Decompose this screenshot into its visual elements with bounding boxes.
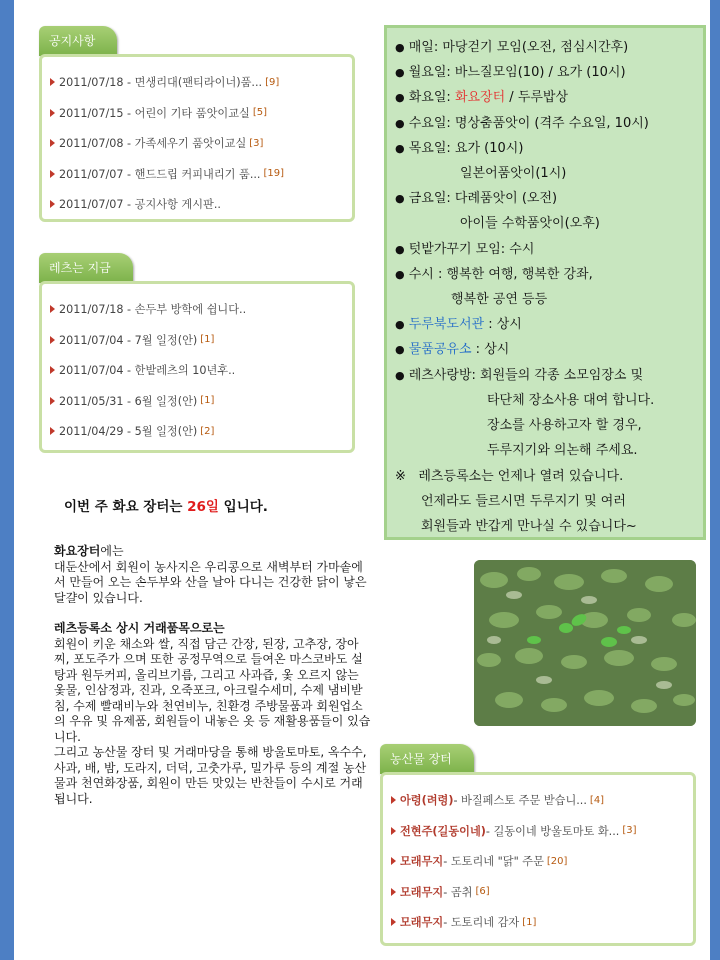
schedule-room-4: 두루지기와 의논해 주세요. — [487, 443, 638, 458]
list-item-link[interactable]: 2011/07/08 - 가족세우기 품앗이교실 — [59, 137, 247, 151]
list-item-link[interactable]: - 도토리네 감자 — [443, 916, 520, 930]
list-item[interactable] — [391, 816, 693, 847]
schedule-anytime — [395, 263, 593, 282]
schedule-text: 금요일: 다례품앗이 (오전) — [408, 191, 558, 206]
bullet-arrow-icon — [50, 366, 55, 374]
farm-market-list — [383, 775, 693, 938]
schedule-fri — [395, 187, 557, 206]
schedule-room — [395, 364, 643, 383]
bullet-dot-icon: ● — [395, 142, 405, 155]
lets-now-box — [39, 281, 355, 453]
list-item[interactable] — [50, 159, 352, 190]
lets-now-list — [42, 284, 352, 447]
list-item-link[interactable]: - 길동이네 방울토마토 화... — [485, 824, 620, 838]
lets-now-tab[interactable] — [39, 253, 133, 283]
comment-count: [2] — [200, 425, 215, 437]
schedule-thu — [395, 137, 523, 156]
schedule-text: 수요일: 명상춤품앗이 (격주 수요일, 10시) — [408, 116, 649, 131]
farm-market-tab-label: 농산물 장터 — [390, 752, 452, 766]
market-title-line — [54, 544, 372, 560]
bullet-arrow-icon — [50, 397, 55, 405]
headline-text: 이번 주 화요 장터는 — [64, 499, 188, 515]
bullet-dot-icon: ● — [395, 41, 405, 54]
market-paragraph: 대둔산에서 회원이 농사지은 우리콩으로 새벽부터 가마솥에서 만들어 오는 손두부와 산을 날아 다니는 건강한 닭이 낳은 달걀이 있습니다. — [54, 559, 367, 605]
bullet-dot-icon: ● — [395, 318, 405, 331]
schedule-room-2: 타단체 장소사용 대여 합니다. — [487, 393, 655, 408]
comment-count: [19] — [263, 168, 285, 180]
farm-market-panel — [380, 744, 696, 949]
post-author: 모래무지 — [400, 885, 444, 899]
notice-tab-label: 공지사항 — [49, 34, 96, 48]
lets-now-panel — [39, 253, 355, 458]
page-sheet — [14, 0, 710, 960]
schedule-tue — [395, 86, 568, 105]
list-item[interactable] — [50, 294, 352, 325]
schedule-text: 화요일: — [408, 90, 455, 105]
schedule-room-3: 장소를 사용하고자 할 경우, — [487, 418, 642, 433]
schedule-fri-2: 아이들 수학품앗이(오후) — [460, 216, 600, 231]
bullet-arrow-icon — [50, 78, 55, 86]
list-item[interactable] — [391, 785, 693, 816]
bullet-arrow-icon — [50, 336, 55, 344]
market-date: 26일 — [187, 499, 219, 515]
schedule-text: 월요일: 바느질모임(10) / 요가 (10시) — [408, 65, 626, 80]
list-item-link[interactable]: 2011/07/07 - 공지사항 게시판.. — [59, 198, 221, 212]
bullet-arrow-icon — [50, 305, 55, 313]
comment-count: [9] — [265, 76, 280, 88]
bullet-dot-icon: ● — [395, 66, 405, 79]
comment-count: [6] — [475, 886, 490, 898]
schedule-thu-2: 일본어품앗이(1시) — [460, 166, 567, 181]
market-date-headline — [64, 495, 268, 515]
list-item-link[interactable]: 2011/07/04 - 7월 일정(안) — [59, 333, 198, 347]
bullet-arrow-icon — [391, 827, 396, 835]
bullet-arrow-icon — [50, 200, 55, 208]
bullet-dot-icon: ● — [395, 369, 405, 382]
comment-count: [3] — [622, 825, 637, 837]
comment-count: [5] — [252, 107, 267, 119]
schedule-garden — [395, 238, 534, 257]
post-author: 아령(려령) — [400, 794, 454, 808]
list-item-link[interactable]: 2011/05/31 - 6월 일정(안) — [59, 394, 198, 408]
schedule-note-3: 회원들과 반갑게 만나실 수 있습니다~ — [421, 519, 637, 534]
market-title: 화요장터 — [54, 544, 101, 558]
schedule-text: 레츠등록소는 언제나 열려 있습니다. — [418, 469, 624, 484]
lets-items-title: 레츠등록소 상시 거래품목으로는 — [54, 621, 225, 635]
list-item-link[interactable]: - 바질페스토 주문 받습니... — [453, 794, 587, 808]
list-item[interactable] — [50, 128, 352, 159]
list-item-link[interactable]: 2011/07/18 - 면생리대(팬티라이너)품... — [59, 76, 263, 90]
comment-count: [1] — [522, 916, 537, 928]
bullet-dot-icon: ● — [395, 117, 405, 130]
comment-count: [4] — [589, 794, 605, 806]
notice-tab[interactable] — [39, 26, 117, 56]
market-title-suffix: 에는 — [100, 544, 124, 558]
notice-box — [39, 54, 355, 222]
list-item[interactable] — [50, 189, 352, 220]
lets-items-paragraph: 회원이 키운 채소와 쌀, 직접 담근 간장, 된장, 고추장, 장아찌, 포도주가 으며 또한 공정무역으로 들여온 마스코바도 설탕과 원두커피, 올리브기름, 그리고 사과즙, 옻 오르지 않는 옻물, 인삼정과, 진과, 오죽포크, 아크릴수세미, 수제 냄비받침, 수제 빨래비누와 천연비누, 친환경 주방물품과 회원업소의 우유 및 유제품, 회원들이 내놓은 옷 등 재활용품들이 있습니다. — [54, 636, 371, 744]
list-item-link[interactable]: 2011/07/18 - 손두부 방학에 쉽니다.. — [59, 303, 247, 317]
comment-count: [20] — [546, 855, 568, 867]
bullet-arrow-icon — [50, 139, 55, 147]
schedule-text: 텃밭가꾸기 모임: 수시 — [408, 242, 535, 257]
schedule-anytime-2: 행복한 공연 등등 — [451, 292, 548, 307]
library-link[interactable]: 두루북도서관 — [408, 317, 485, 332]
schedule-mon — [395, 61, 626, 80]
list-item[interactable] — [391, 846, 693, 877]
bullet-dot-icon: ● — [395, 343, 405, 356]
list-item-link[interactable]: - 도토리네 "닭" 주문 — [443, 855, 544, 869]
list-item-link[interactable]: 2011/07/07 - 핸드드립 커피내리기 품... — [59, 167, 261, 181]
list-item[interactable] — [50, 325, 352, 356]
notice-list — [42, 57, 352, 220]
schedule-text: : 상시 — [471, 342, 510, 357]
list-item[interactable] — [50, 355, 352, 386]
schedule-note — [395, 465, 623, 484]
schedule-library — [395, 313, 522, 332]
plant-photo — [474, 560, 696, 726]
list-item[interactable] — [50, 67, 352, 98]
schedule-wed — [395, 112, 649, 131]
bullet-arrow-icon — [391, 888, 396, 896]
headline-text: 입니다. — [218, 499, 268, 515]
list-item[interactable] — [50, 416, 352, 447]
post-author: 모래무지 — [400, 855, 444, 869]
schedule-text: 목요일: 요가 (10시) — [408, 141, 524, 156]
post-author: 모래무지 — [400, 916, 444, 930]
schedule-text: 수시 : 행복한 여행, 행복한 강좌, — [408, 267, 593, 282]
schedule-box — [384, 25, 706, 540]
list-item-link[interactable]: - 곰취 — [443, 885, 473, 899]
list-item-link[interactable]: 2011/07/04 - 한밭레츠의 10년후.. — [59, 364, 236, 378]
sharing-store-link[interactable]: 물품공유소 — [408, 342, 472, 357]
comment-count: [3] — [249, 137, 264, 149]
plant-leaves-image — [474, 560, 696, 726]
bullet-arrow-icon — [50, 170, 55, 178]
comment-count: [1] — [200, 395, 215, 407]
schedule-text: / 두루밥상 — [505, 90, 569, 105]
farm-market-box — [380, 772, 696, 946]
list-item[interactable] — [50, 98, 352, 129]
schedule-text: 매일: 마당걷기 모임(오전, 점심시간후) — [408, 40, 629, 55]
list-item[interactable] — [50, 386, 352, 417]
bullet-dot-icon: ● — [395, 268, 405, 281]
post-author: 전현주(길동이네) — [400, 824, 486, 838]
reference-mark-icon: ※ — [395, 469, 406, 484]
bullet-arrow-icon — [50, 427, 55, 435]
schedule-daily — [395, 36, 628, 55]
schedule-share — [395, 338, 509, 357]
list-item[interactable] — [391, 877, 693, 908]
list-item-link[interactable]: 2011/04/29 - 5월 일정(안) — [59, 425, 198, 439]
list-item[interactable] — [391, 907, 693, 938]
bullet-arrow-icon — [391, 857, 396, 865]
schedule-note-2: 언제라도 들르시면 두루지기 및 여러 — [421, 494, 626, 509]
schedule-text: : 상시 — [484, 317, 522, 332]
farm-market-tab[interactable] — [380, 744, 474, 774]
notice-panel — [39, 26, 355, 226]
bullet-arrow-icon — [391, 918, 396, 926]
bullet-arrow-icon — [50, 109, 55, 117]
tuesday-market-link[interactable]: 화요장터 — [454, 90, 506, 105]
comment-count: [1] — [200, 334, 215, 346]
market-description — [54, 544, 372, 807]
bullet-dot-icon: ● — [395, 91, 405, 104]
bullet-arrow-icon — [391, 796, 396, 804]
lets-now-tab-label: 레츠는 지금 — [49, 261, 111, 275]
bullet-dot-icon: ● — [395, 243, 405, 256]
list-item-link[interactable]: 2011/07/15 - 어린이 기타 품앗이교실 — [59, 106, 250, 120]
bullet-dot-icon: ● — [395, 192, 405, 205]
closing-paragraph: 그리고 농산물 장터 및 거래마당을 통해 방울토마토, 옥수수, 사과, 배, 밤, 도라지, 더덕, 고춧가루, 밀가루 등의 계절 농산물과 천연화장품, 회원이 만든 맛있는 반찬들이 수시로 거래됩니다. — [54, 745, 367, 806]
schedule-text: 레츠사랑방: 회원들의 각종 소모임장소 및 — [408, 368, 644, 383]
